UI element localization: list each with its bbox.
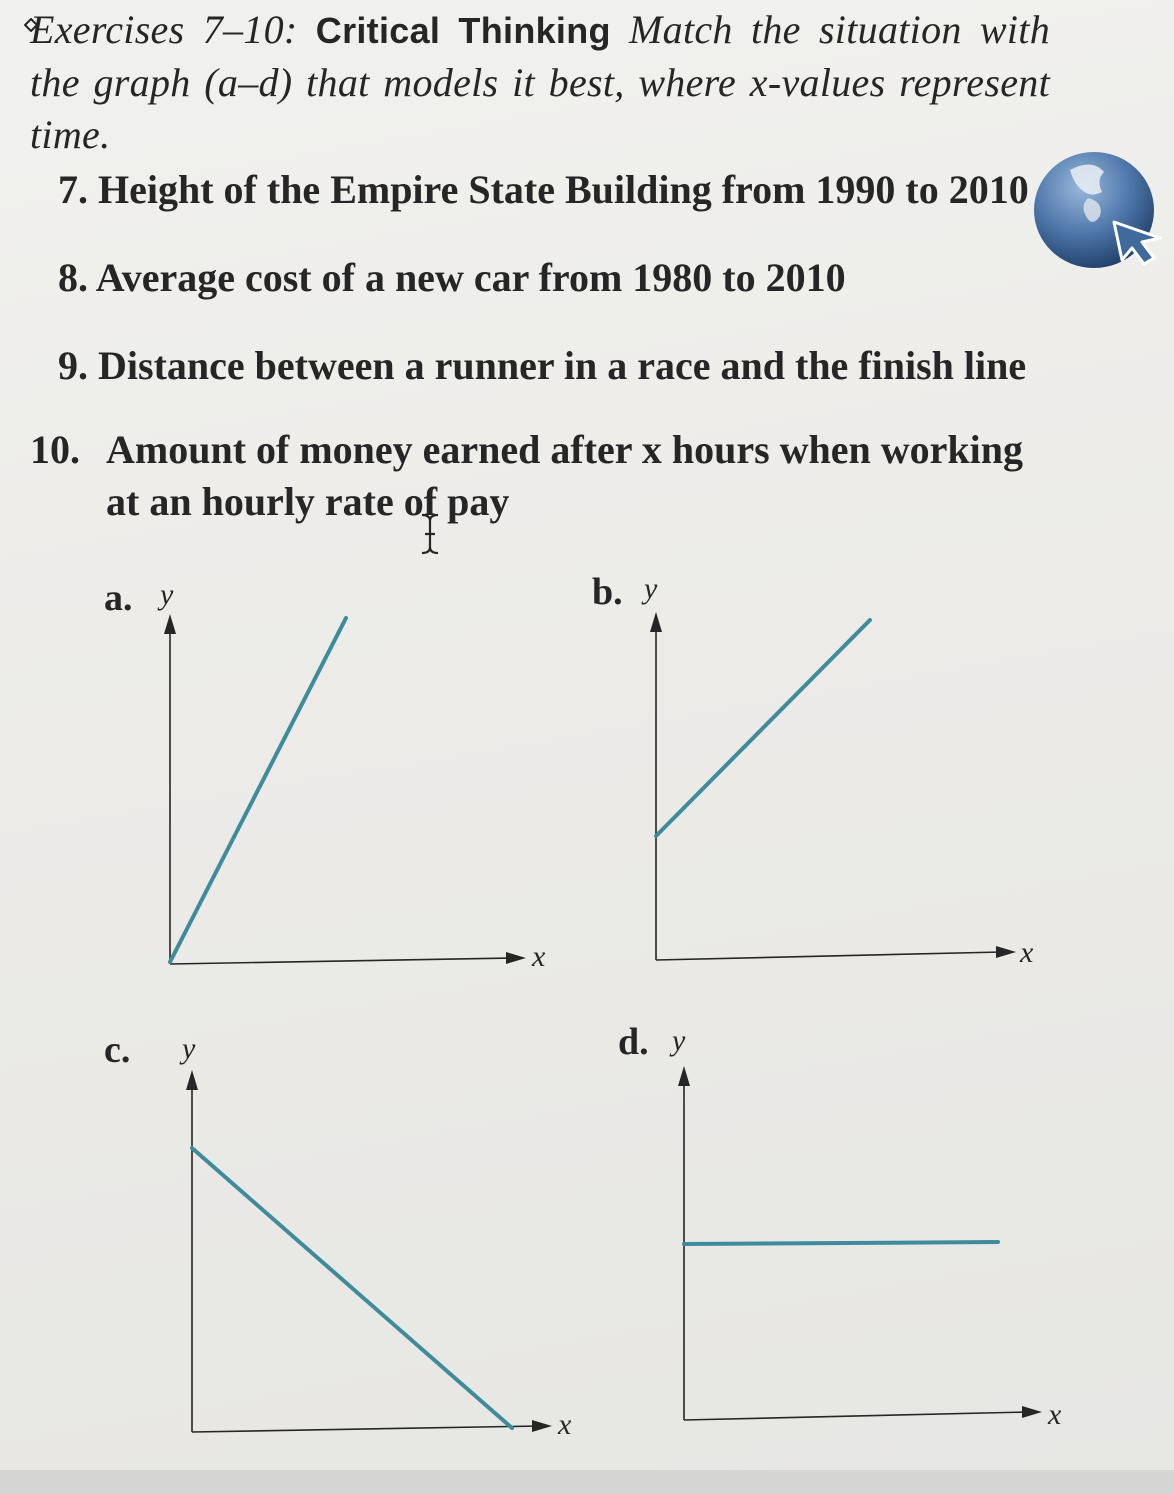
- graph-b: [592, 571, 1034, 969]
- y-axis-arrow: [186, 1070, 198, 1090]
- graph-line: [684, 1242, 998, 1244]
- graph-label: c.: [104, 1029, 131, 1071]
- x-axis-arrow: [532, 1420, 552, 1432]
- x-axis-label: x: [532, 940, 546, 973]
- x-axis-label: x: [1020, 936, 1034, 969]
- exercise-number: 10.: [30, 427, 80, 472]
- x-axis: [192, 1426, 538, 1432]
- exercise-text: Amount of money earned after x hours when working: [106, 427, 1024, 472]
- y-axis-label: y: [672, 1024, 686, 1057]
- exercise-text: Average cost of a new car from 1980 to 2010: [95, 255, 846, 300]
- x-axis: [656, 952, 1002, 960]
- graph-line: [192, 1148, 512, 1428]
- y-axis-label: y: [160, 578, 174, 611]
- x-axis-arrow: [506, 952, 526, 964]
- graph-a: [104, 577, 546, 973]
- y-axis-arrow: [164, 614, 176, 634]
- exercise-text: Distance between a runner in a race and the finish line: [98, 343, 1027, 388]
- x-axis-label: x: [1048, 1398, 1062, 1431]
- graph-label: d.: [618, 1021, 649, 1063]
- y-axis-arrow: [678, 1066, 690, 1086]
- critical-thinking-rubric: Critical Thinking: [315, 10, 611, 51]
- exercise-number: 9.: [58, 343, 88, 388]
- y-axis-label: y: [644, 572, 658, 605]
- exercise-text: Height of the Empire State Building from 1990 to 2010: [98, 167, 1029, 212]
- exercise-range: Exercises 7–10:: [30, 7, 298, 52]
- graph-d: [618, 1021, 1062, 1431]
- x-axis-arrow: [1022, 1406, 1042, 1418]
- graph-label: a.: [104, 577, 133, 619]
- x-axis: [170, 958, 512, 964]
- graph-c: [104, 1029, 572, 1441]
- x-axis-arrow: [996, 946, 1016, 958]
- y-axis-arrow: [650, 612, 662, 632]
- x-axis: [684, 1412, 1028, 1420]
- exercise-number: 7.: [58, 167, 88, 212]
- graph-label: b.: [592, 571, 623, 613]
- exercise-text-continued: at an hourly rate of pay: [106, 479, 510, 524]
- graph-line: [656, 620, 870, 836]
- instructions-text: Match the situation with the graph (a–d) that models it best, where x-values represent time.: [30, 7, 1050, 157]
- graph-line: [170, 618, 346, 962]
- y-axis-label: y: [182, 1032, 196, 1065]
- x-axis-label: x: [558, 1408, 572, 1441]
- exercise-number: 8.: [58, 255, 88, 300]
